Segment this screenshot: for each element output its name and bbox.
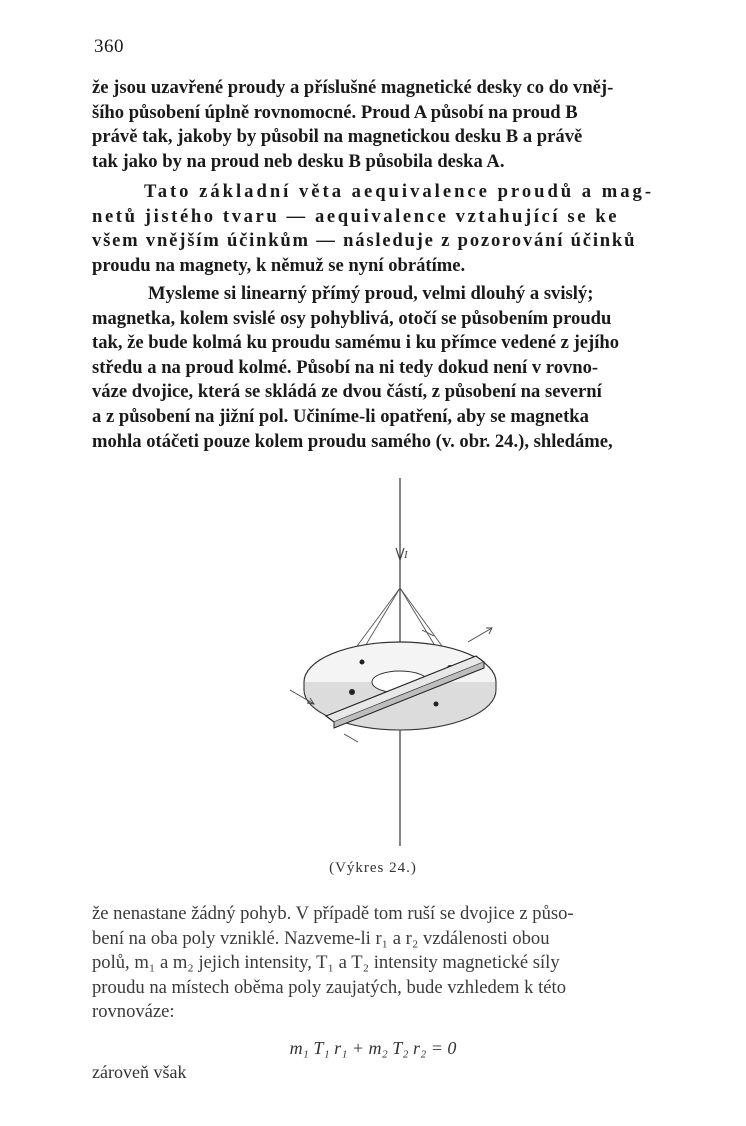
figure-24-drawing — [270, 478, 530, 848]
figure-24 — [270, 478, 530, 848]
paragraph-3-line-6: a z působení na jižní pol. Učiníme-li opatření, aby se magnetka — [92, 405, 589, 427]
paragraph-2-line-3: všem vnějším účinkům — následuje z pozorování účinků — [92, 230, 637, 252]
paragraph-4-line-3: polů, m₁ a m₂ jejich intensity, T₁ a T₂ intensity magnetické síly — [92, 952, 560, 974]
paragraph-3 — [92, 282, 700, 454]
current-label: I — [404, 549, 408, 561]
paragraph-2-line-1: Tato základní věta aequivalence proudů a mag- — [144, 181, 655, 202]
equilibrium-formula: m₁ T₁ r₁ + m₂ T₂ r₂ = 0 — [289, 1038, 457, 1058]
paragraph-4-line-4: proudu na místech oběma poly zaujatých, bude vzhledem k této — [92, 976, 566, 998]
paragraph-3-line-3: tak, že bude kolmá ku proudu samému i ku přímce vedené z jejího — [92, 332, 620, 354]
paragraph-1-line-1: že jsou uzavřené proudy a příslušné magnetické desky co do vněj- — [92, 77, 614, 98]
paragraph-3-line-2: magnetka, kolem svislé osy pohyblivá, otočí se působením proudu — [92, 307, 612, 329]
paragraph-2-line-4: proudu na magnety, k němuž se nyní obrátíme. — [92, 254, 466, 276]
paragraph-4-line-1: že nenastane žádný pohyb. V případě tom ruší se dvojice z půso- — [92, 903, 574, 924]
paragraph-1-line-4: tak jako by na proud neb desku B působila deska A. — [92, 150, 505, 172]
page-number: 360 — [94, 36, 124, 57]
paragraph-4-line-5: rovnováze: — [92, 1001, 175, 1023]
paragraph-2-line-2: netů jistého tvaru — aequivalence vztahující se ke — [92, 205, 620, 227]
paragraph-1 — [92, 76, 700, 174]
paragraph-2 — [92, 180, 700, 278]
paragraph-1-line-3: právě tak, jakoby by působil na magnetickou desku B a právě — [92, 126, 583, 148]
paragraph-3-line-5: váze dvojice, která se skládá ze dvou částí, z působení na severní — [92, 381, 602, 403]
paragraph-3-line-1: Mysleme si linearný přímý proud, velmi dlouhý a svislý; — [148, 283, 594, 304]
paragraph-4 — [92, 902, 700, 1025]
figure-caption: (Výkres 24.) — [329, 860, 417, 876]
final-line: zároveň však — [92, 1062, 187, 1082]
paragraph-3-line-7: mohla otáčeti pouze kolem proudu samého (v. obr. 24.), shledáme, — [92, 430, 613, 452]
paragraph-3-line-4: středu a na proud kolmé. Působí na ni tedy dokud není v rovno- — [92, 356, 599, 378]
paragraph-4-line-2: bení na oba poly vzniklé. Nazveme-li r₁ a r₂ vzdálenosti obou — [92, 927, 550, 949]
paragraph-1-line-2: šího působení úplně rovnomocné. Proud A působí na proud B — [92, 101, 578, 123]
